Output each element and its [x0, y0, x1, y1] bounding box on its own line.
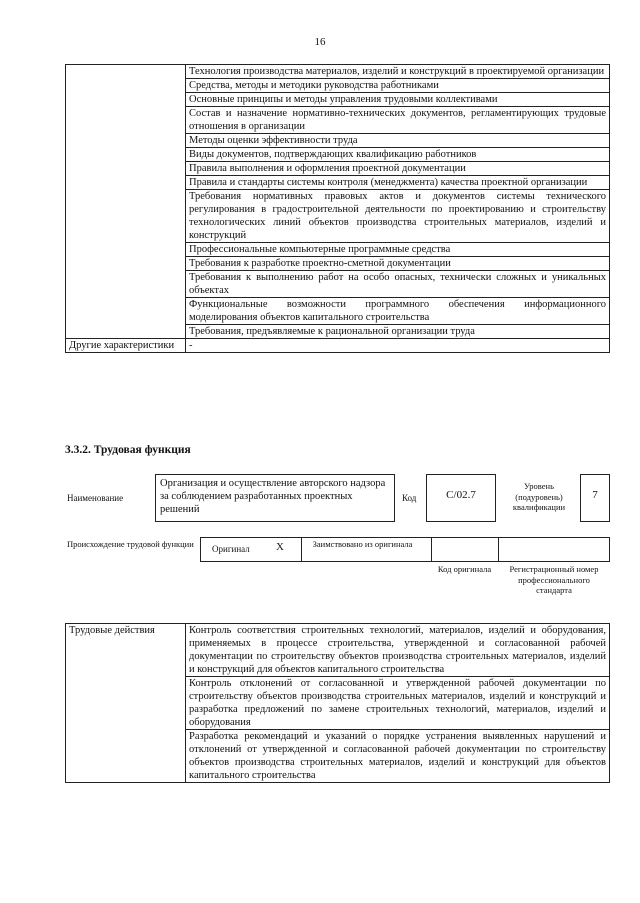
reg-number-label: Регистрационный номер профессионального стандарта	[509, 564, 599, 595]
table-label-cell	[66, 65, 186, 339]
knowledge-item: Методы оценки эффективности труда	[186, 134, 610, 148]
knowledge-item: Средства, методы и методики руководства работниками	[186, 79, 610, 93]
knowledge-item: Состав и назначение нормативно-технических документов, регламентирующих трудовые отношения в организации	[186, 107, 610, 134]
knowledge-item: Требования, предъявляемые к рациональной организации труда	[186, 325, 610, 339]
knowledge-item: Профессиональные компьютерные программные средства	[186, 243, 610, 257]
original-mark: X	[276, 541, 284, 553]
divider	[431, 537, 432, 562]
code-value: C/02.7	[426, 474, 496, 522]
name-value: Организация и осуществление авторского надзора за соблюдением разработанных проектных решений	[155, 474, 395, 522]
name-label: Наименование	[67, 493, 124, 503]
action-item: Разработка рекомендаций и указаний о порядке устранения выявленных нарушений и отклонений от утвержденной и согласованной рабочей документации по строительству объектов производства строительных материалов, изделий и конструкций для объектов капитального строительства	[186, 730, 610, 783]
knowledge-item: Технология производства материалов, изделий и конструкций в проектируемой организации	[186, 65, 610, 79]
original-label: Оригинал	[212, 544, 250, 554]
knowledge-item: Требования к разработке проектно-сметной документации	[186, 257, 610, 271]
origin-label: Происхождение трудовой функции	[67, 539, 194, 549]
level-label: Уровень (подуровень) квалификации	[512, 481, 566, 512]
divider	[498, 537, 499, 562]
action-item: Контроль соответствия строительных технологий, материалов, изделий и оборудования, применяемых в процессе строительства, утвержденной и согласованной рабочей документации по строительству объектов производства строительных материалов, изделий и конструкций для объектов капитального строительства	[186, 624, 610, 677]
knowledge-table	[65, 64, 610, 353]
level-value: 7	[580, 474, 610, 522]
section-title: 3.3.2. Трудовая функция	[65, 444, 191, 456]
code-original-label: Код оригинала	[437, 564, 492, 574]
knowledge-item: Правила и стандарты системы контроля (менеджмента) качества проектной организации	[186, 176, 610, 190]
knowledge-item: Правила выполнения и оформления проектной документации	[186, 162, 610, 176]
divider	[301, 537, 302, 562]
table-row	[66, 65, 610, 79]
knowledge-item: Функциональные возможности программного обеспечения информационного моделирования объектов капитального строительства	[186, 298, 610, 325]
action-item: Контроль отклонений от согласованной и утвержденной рабочей документации по строительству объектов производства строительных материалов, изделий и конструкций и разработка предложений по замене строительных технологий, материалов, изделий и оборудования	[186, 677, 610, 730]
actions-table	[65, 623, 610, 783]
other-characteristics-label: Другие характеристики	[66, 339, 186, 353]
code-label: Код	[402, 493, 417, 503]
knowledge-item: Требования нормативных правовых актов и документов системы технического регулирования в градостроительной деятельности по проектированию и строительству технологических линий объектов производства строительных материалов, изделий и конструкций	[186, 190, 610, 243]
table-row	[66, 339, 610, 353]
knowledge-item: Основные принципы и методы управления трудовыми коллективами	[186, 93, 610, 107]
borrowed-label: Заимствовано из оригинала	[312, 539, 413, 549]
table-row	[66, 624, 610, 677]
knowledge-item: Виды документов, подтверждающих квалификацию работников	[186, 148, 610, 162]
actions-label: Трудовые действия	[66, 624, 186, 783]
knowledge-item: Требования к выполнению работ на особо опасных, технически сложных и уникальных объектах	[186, 271, 610, 298]
other-characteristics-value: -	[186, 339, 610, 353]
page-number: 16	[314, 36, 326, 48]
